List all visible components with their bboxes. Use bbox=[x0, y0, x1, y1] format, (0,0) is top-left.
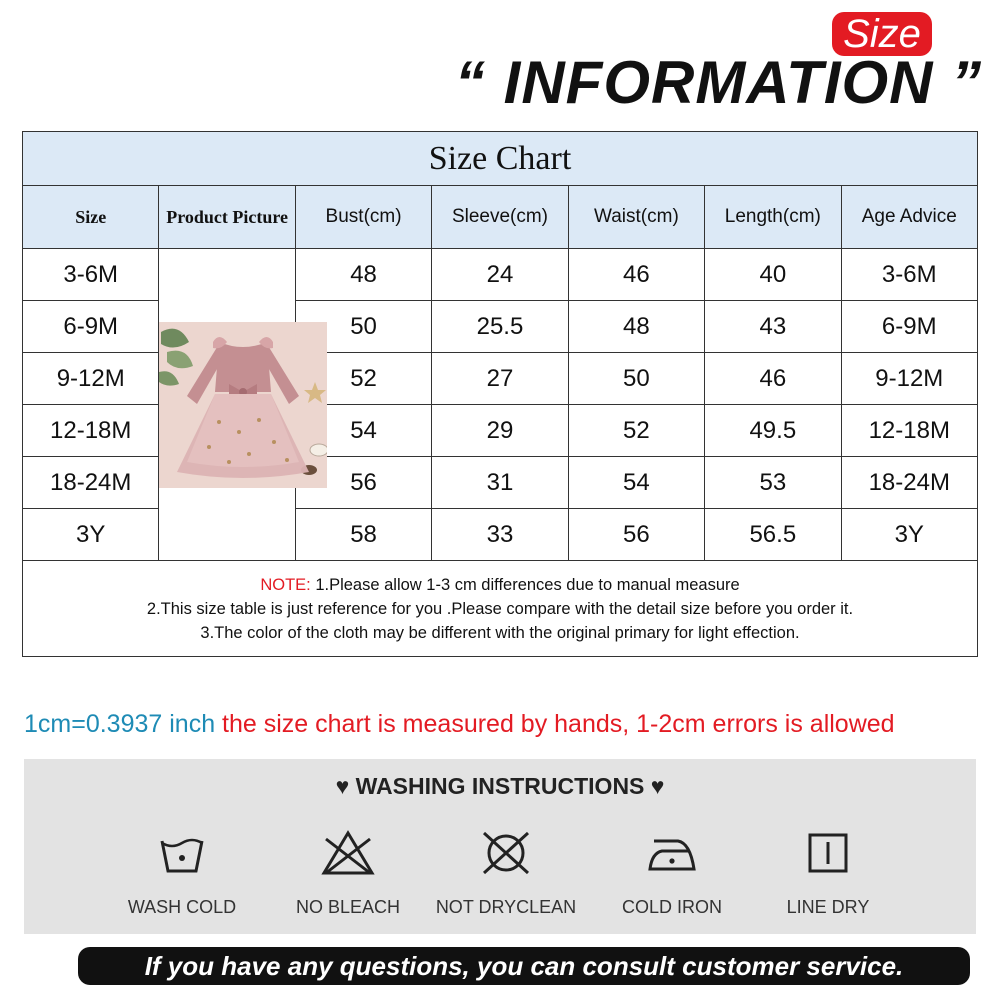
header-bust: Bust(cm) bbox=[295, 186, 431, 249]
cell-bust: 52 bbox=[295, 353, 431, 405]
cell-age-advice: 9-12M bbox=[841, 353, 977, 405]
cell-waist: 56 bbox=[568, 509, 704, 561]
wash-item-no-bleach bbox=[268, 829, 428, 918]
cell-sleeve: 27 bbox=[432, 353, 568, 405]
wash-item-label: NOT DRYCLEAN bbox=[435, 897, 577, 917]
cell-length: 40 bbox=[705, 249, 841, 301]
cell-age-advice: 6-9M bbox=[841, 301, 977, 353]
cell-length: 43 bbox=[705, 301, 841, 353]
cell-waist: 50 bbox=[568, 353, 704, 405]
cell-sleeve: 24 bbox=[432, 249, 568, 301]
customer-service-banner: If you have any questions, you can consult customer service. bbox=[78, 947, 970, 985]
cell-size: 18-24M bbox=[23, 457, 159, 509]
cell-waist: 46 bbox=[568, 249, 704, 301]
cell-bust: 56 bbox=[295, 457, 431, 509]
washing-instructions-panel bbox=[24, 759, 976, 934]
cell-sleeve: 33 bbox=[432, 509, 568, 561]
cell-length: 46 bbox=[705, 353, 841, 405]
note-line-1 bbox=[23, 573, 977, 597]
header-length: Length(cm) bbox=[705, 186, 841, 249]
product-image bbox=[159, 322, 327, 488]
header-waist: Waist(cm) bbox=[568, 186, 704, 249]
conversion-note bbox=[24, 708, 984, 740]
information-title: “ INFORMATION ” bbox=[455, 49, 983, 116]
cell-bust: 48 bbox=[295, 249, 431, 301]
product-picture-cell bbox=[159, 249, 295, 561]
wash-item-cold-iron bbox=[592, 829, 752, 918]
cell-size: 9-12M bbox=[23, 353, 159, 405]
measurement-disclaimer: the size chart is measured by hands, 1-2cm errors is allowed bbox=[215, 710, 895, 738]
note-text-1: 1.Please allow 1-3 cm differences due to manual measure bbox=[310, 575, 740, 594]
cell-size: 3-6M bbox=[23, 249, 159, 301]
header-age-advice: Age Advice bbox=[841, 186, 977, 249]
cell-age-advice: 18-24M bbox=[841, 457, 977, 509]
cell-age-advice: 3-6M bbox=[841, 249, 977, 301]
wash-item-label: LINE DRY bbox=[786, 897, 870, 917]
table-header-row bbox=[23, 186, 978, 249]
cell-waist: 48 bbox=[568, 301, 704, 353]
note-line-3: 3.The color of the cloth may be different with the original primary for light effection. bbox=[200, 623, 800, 642]
washing-instructions-title: ♥ WASHING INSTRUCTIONS ♥ bbox=[335, 773, 665, 799]
wash-item-label: COLD IRON bbox=[621, 897, 722, 917]
cell-sleeve: 31 bbox=[432, 457, 568, 509]
wash-item-label: NO BLEACH bbox=[295, 897, 401, 917]
cell-bust: 58 bbox=[295, 509, 431, 561]
conversion-formula: 1cm=0.3937 inch bbox=[24, 710, 216, 738]
cell-age-advice: 12-18M bbox=[841, 405, 977, 457]
page-header bbox=[0, 0, 1000, 125]
cell-length: 56.5 bbox=[705, 509, 841, 561]
line-dry-icon bbox=[804, 829, 852, 877]
cell-bust: 50 bbox=[295, 301, 431, 353]
dress-illustration bbox=[159, 322, 327, 488]
table-row bbox=[23, 249, 978, 301]
no-bleach-icon bbox=[320, 829, 376, 877]
note-label: NOTE: bbox=[260, 575, 311, 594]
header-product-picture: Product Picture bbox=[159, 186, 295, 249]
note-line-2: 2.This size table is just reference for you .Please compare with the detail size before you order it. bbox=[146, 599, 854, 618]
wash-item-line-dry bbox=[748, 829, 908, 918]
cell-waist: 52 bbox=[568, 405, 704, 457]
size-chart-table bbox=[22, 131, 978, 657]
header-sleeve: Sleeve(cm) bbox=[432, 186, 568, 249]
cell-sleeve: 29 bbox=[432, 405, 568, 457]
header-size: Size bbox=[23, 186, 159, 249]
cell-sleeve: 25.5 bbox=[432, 301, 568, 353]
wash-item-not-dryclean bbox=[426, 829, 586, 918]
cell-length: 53 bbox=[705, 457, 841, 509]
size-note bbox=[23, 561, 978, 657]
wash-item-label: WASH COLD bbox=[127, 897, 237, 917]
cell-size: 12-18M bbox=[23, 405, 159, 457]
size-badge: Size bbox=[832, 12, 932, 56]
cold-iron-icon bbox=[646, 829, 698, 877]
wash-item-wash-cold bbox=[102, 829, 262, 918]
cell-size: 3Y bbox=[23, 509, 159, 561]
size-chart-caption: Size Chart bbox=[23, 132, 978, 186]
cell-length: 49.5 bbox=[705, 405, 841, 457]
cell-waist: 54 bbox=[568, 457, 704, 509]
cell-bust: 54 bbox=[295, 405, 431, 457]
cell-size: 6-9M bbox=[23, 301, 159, 353]
cell-age-advice: 3Y bbox=[841, 509, 977, 561]
no-dryclean-icon bbox=[480, 829, 532, 877]
wash-cold-icon bbox=[158, 829, 206, 877]
